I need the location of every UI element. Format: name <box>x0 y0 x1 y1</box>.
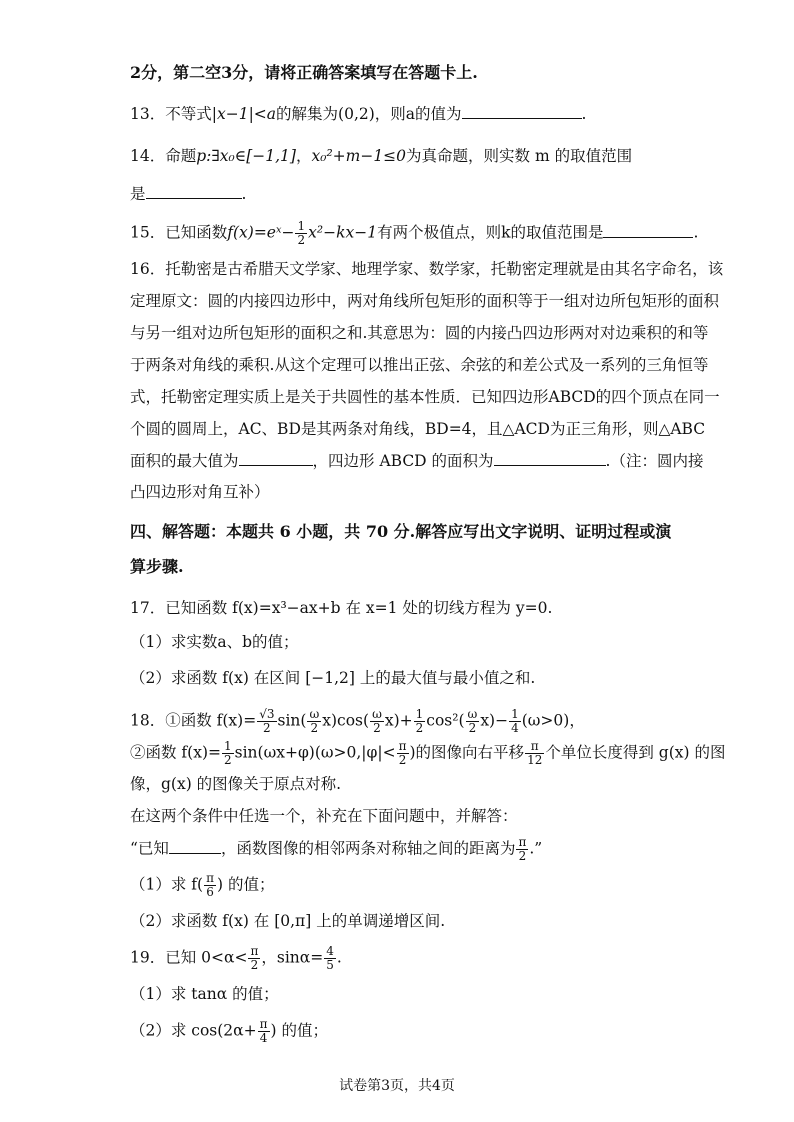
frac-den: 5 <box>326 958 334 972</box>
q18-c2-line2: 像，g(x) 的图像关于原点对称. <box>130 775 342 793</box>
q14-text-c: 是 <box>130 185 146 203</box>
q19-pi-over-2 <box>248 945 260 972</box>
q14-text-a: 命题 <box>165 147 197 165</box>
q18-c1-d: x)+ <box>384 711 413 730</box>
frac-den: 6 <box>206 885 214 899</box>
frac-num: π <box>250 944 259 958</box>
q18-omega-over-2-b <box>370 708 384 735</box>
q16-line-1: 16．托勒密是古希腊天文学家、地理学家、数学家，托勒密定理就是由其名字命名，该 <box>130 260 724 278</box>
frac-num: ω <box>372 707 382 721</box>
frac-num: π <box>518 835 527 849</box>
q18-one-half <box>414 708 426 735</box>
q16-answer-blank-2[interactable] <box>494 450 606 466</box>
q18-part-1 <box>130 872 665 899</box>
frac-num: 1 <box>297 219 306 233</box>
q18-omega-over-2-c <box>466 708 480 735</box>
q16-answer-blank-1[interactable] <box>239 450 313 466</box>
q18-p1-b: ) 的值； <box>216 875 275 894</box>
q18-condition-blank[interactable] <box>169 838 221 854</box>
q16-line-8: 凸四边形对角互补） <box>130 483 270 501</box>
q16-line-2: 定理原文：圆的内接四边形中，两对角线所包矩形的面积等于一组对边所包矩形的面积 <box>130 292 720 310</box>
q18-c2-a: ②函数 f(x)= <box>130 743 221 762</box>
q18-quote-pi-over-2 <box>516 836 528 863</box>
question-14-line2: 是 . <box>130 185 247 203</box>
q16-line-6: 个圆的圆周上，AC、BD是其两条对角线，BD=4，且△ACD为正三角形，则△ABC <box>130 420 706 438</box>
q18-quote <box>130 836 665 863</box>
frac-den: 2 <box>263 721 271 735</box>
q16-line-3: 与另一组对边所包矩形的面积之和.其意思为：圆的内接凸四边形两对对边乘积的和等 <box>130 324 709 342</box>
q18-pi-over-6 <box>204 872 216 899</box>
page-footer: 试卷第3页，共4页 <box>339 1078 455 1094</box>
q17-part-1: （1）求实数a、b的值； <box>130 633 299 651</box>
q15-half-fraction <box>295 220 307 247</box>
q18-c1-c: x)cos( <box>322 711 370 730</box>
question-15: 15．已知函数f(x)=eˣ− $\frac{1}{2}$ x²−kx−1有两个极值点，则k的取值范围是 . <box>130 219 699 247</box>
q14-number: 14． <box>130 147 166 165</box>
header-text: 2分，第二空3分，请将正确答案填写在答题卡上. <box>130 63 478 82</box>
q18-c1-b: sin( <box>277 711 307 730</box>
frac-num: 1 <box>224 739 232 753</box>
frac-den: 2 <box>310 721 319 735</box>
q19-p2-b: ) 的值； <box>270 1021 328 1040</box>
q15-text-a: 已知函数 <box>165 223 228 242</box>
frac-den: 4 <box>259 1031 268 1045</box>
q18-condition-1 <box>130 708 665 735</box>
frac-den: 2 <box>297 233 306 247</box>
q18-choose: 在这两个条件中任选一个，补充在下面问题中，并解答： <box>130 807 518 825</box>
q16-text-c: .（注：圆内接 <box>605 452 704 470</box>
q15-text-b: 有两个极值点，则k的取值范围是 <box>377 223 604 242</box>
frac-den: 2 <box>415 721 424 735</box>
q15-number: 15． <box>130 223 166 242</box>
q16-line-5: 式，托勒密定理实质上是关于共圆性的基本性质．已知四边形ABCD的四个顶点在同一 <box>130 388 720 406</box>
frac-num: ω <box>309 707 320 721</box>
q18-c2-c: )的图像向右平移 <box>409 743 525 762</box>
q19-p2-a: （2）求 cos(2α+ <box>130 1021 257 1040</box>
q18-c1-e: cos²( <box>426 711 465 730</box>
frac-den: 2 <box>518 849 527 863</box>
q18-c2-one-half <box>222 740 234 767</box>
q15-func-a: f(x)=eˣ− <box>227 223 295 242</box>
frac-num: 4 <box>326 944 334 958</box>
question-13: 13．不等式|x−1|<a的解集为(0,2)，则a的值为 . <box>130 105 587 123</box>
q18-condition-2 <box>130 739 726 767</box>
frac-num: π <box>398 739 407 753</box>
q19-stem-b: ，sinα= <box>261 948 324 967</box>
q15-func-b: x²−kx−1 <box>308 223 378 242</box>
q18-c2-b: sin(ωx+φ)(ω>0,|φ|< <box>234 743 396 762</box>
q16-line-7 <box>130 450 704 472</box>
frac-den: 2 <box>224 753 232 767</box>
q13-number: 13． <box>130 105 166 123</box>
section-4-title-line2: 算步骤. <box>130 557 184 576</box>
frac-num: ω <box>467 707 478 721</box>
q18-c1-g: (ω>0)， <box>521 711 585 730</box>
frac-num: π <box>206 871 214 885</box>
frac-den: 2 <box>373 721 381 735</box>
section-4-title: 四、解答题：本题共 6 小题，共 70 分.解答应写出文字说明、证明过程或演 <box>130 522 672 541</box>
q18-quote-a: “已知 <box>130 839 169 858</box>
q14-answer-blank[interactable] <box>146 183 242 199</box>
frac-num: 1 <box>415 707 424 721</box>
q18-c1-f: x)− <box>480 711 509 730</box>
q18-sqrt3-over-2 <box>257 708 276 735</box>
q16-line-4: 于两条对角线的乘积.从这个定理可以推出正弦、余弦的和差公式及一系列的三角恒等 <box>130 356 709 374</box>
q14-sep: ， <box>295 147 312 165</box>
q17-stem: 17．已知函数 f(x)=x³−ax+b 在 x=1 处的切线方程为 y=0. <box>130 599 553 617</box>
q18-c1-a: 18．①函数 f(x)= <box>130 711 257 730</box>
frac-den: 2 <box>250 958 259 972</box>
q18-one-quarter <box>509 708 521 735</box>
q18-part-2: （2）求函数 f(x) 在 [0,π] 上的单调递增区间. <box>130 912 446 930</box>
q16-text-b: ，四边形 ABCD 的面积为 <box>312 452 494 470</box>
question-14 <box>130 145 665 167</box>
frac-den: 4 <box>511 721 519 735</box>
frac-den: 2 <box>468 721 477 735</box>
q13-text-a: 不等式 <box>165 105 212 123</box>
q19-part-2 <box>130 1018 665 1045</box>
q18-pi-over-12 <box>525 740 544 767</box>
q19-stem-c: . <box>336 948 342 967</box>
q16-text-a: 面积的最大值为 <box>130 452 239 470</box>
frac-num: 1 <box>511 707 519 721</box>
section-header-continuation <box>130 62 665 84</box>
q19-part-1: （1）求 tanα 的值； <box>130 985 279 1003</box>
q14-proposition: p:∃x₀∈[−1,1] <box>196 147 296 165</box>
q18-pi-over-2 <box>397 740 409 767</box>
q14-text-b: 为真命题，则实数 m 的取值范围 <box>406 147 633 165</box>
q18-quote-b: ，函数图像的相邻两条对称轴之间的距离为 <box>220 839 516 858</box>
frac-num: π <box>259 1017 268 1031</box>
q13-text-b: 的解集为 <box>276 105 339 123</box>
q13-interval: (0,2) <box>338 105 375 123</box>
q18-p1-a: （1）求 f( <box>130 875 204 894</box>
q13-abs-expr: |x−1|<a <box>211 105 277 123</box>
frac-den: 2 <box>398 753 407 767</box>
q19-stem <box>130 945 665 972</box>
q13-text-c: ，则a的值为 <box>374 105 462 123</box>
q15-answer-blank[interactable] <box>603 222 693 238</box>
q14-inequality: x₀²+m−1≤0 <box>311 147 407 165</box>
q19-pi-over-4 <box>258 1018 270 1045</box>
q18-omega-over-2-a <box>307 708 321 735</box>
frac-num: π <box>525 740 544 754</box>
q19-four-fifths <box>324 945 336 972</box>
frac-den: 12 <box>527 753 543 767</box>
q13-answer-blank[interactable] <box>462 103 582 119</box>
q19-stem-a: 19．已知 0<α< <box>130 948 248 967</box>
frac-num: √3 <box>259 707 275 721</box>
q17-part-2: （2）求函数 f(x) 在区间 [−1,2] 上的最大值与最小值之和. <box>130 669 536 687</box>
q18-quote-c: .” <box>529 839 543 858</box>
q18-c2-d: 个单位长度得到 g(x) 的图 <box>545 743 726 762</box>
